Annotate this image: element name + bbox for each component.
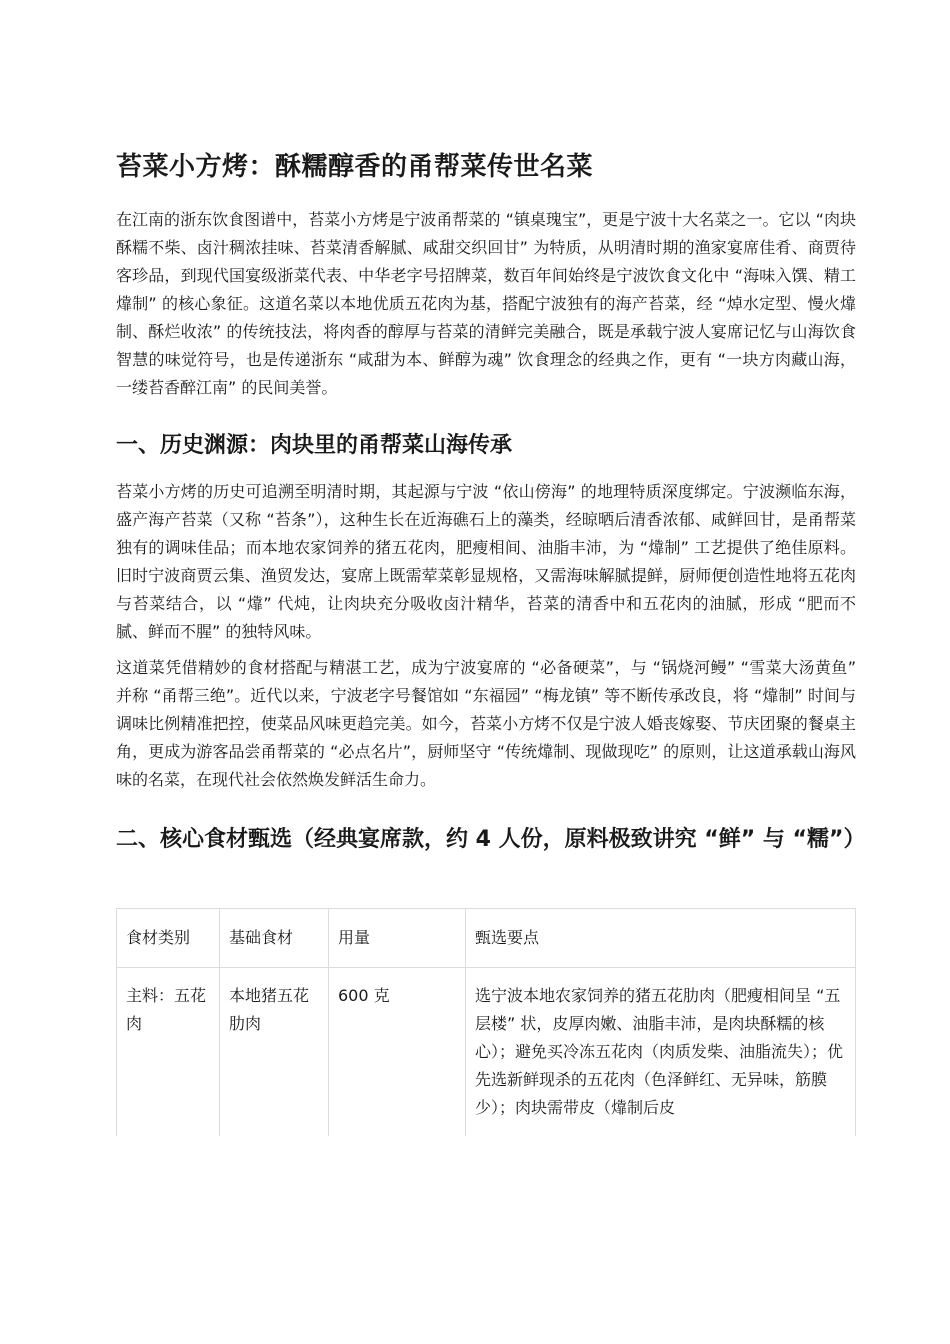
table-header-cell: 食材类别 [117, 909, 220, 968]
table-header-cell: 甄选要点 [466, 909, 856, 968]
intro-paragraph: 在江南的浙东饮食图谱中，苔菜小方烤是宁波甬帮菜的 “镇桌瑰宝”，更是宁波十大名菜之一。它以 “肉块酥糯不柴、卤汁稠浓挂味、苔菜清香解腻、咸甜交织回甘” 为特质，从明清时期的渔家宴席佳肴、商贾待客珍品，到现代国宴级浙菜代表、中华老字号招牌菜，数百年间始终是宁波饮食文化中 “海味入馔、精工㸆制” 的核心象征。这道名菜以本地优质五花肉为基，搭配宁波独有的海产苔菜，经 “焯水定型、慢火㸆制、酥烂收浓” 的传统技法，将肉香的醇厚与苔菜的清鲜完美融合，既是承载宁波人宴席记忆与山海饮食智慧的味觉符号，也是传递浙东 “咸甜为本、鲜醇为魂” 饮食理念的经典之作，更有 “一块方肉藏山海，一缕苔香醉江南” 的民间美誉。 [116, 210, 856, 397]
table-header-cell: 用量 [329, 909, 466, 968]
page-title: 苔菜小方烤：酥糯醇香的甬帮菜传世名菜 [116, 152, 594, 182]
table-header-row [117, 909, 856, 968]
ingredients-table [116, 908, 856, 1136]
table-header-cell: 基础食材 [220, 909, 329, 968]
history-paragraph-2: 这道菜凭借精妙的食材搭配与精湛工艺，成为宁波宴席的 “必备硬菜”，与 “锅烧河鳗” “雪菜大汤黄鱼” 并称 “甬帮三绝”。近代以来，宁波老字号餐馆如 “东福园” “梅龙镇” 等不断传承改良，将 “㸆制” 时间与调味比例精准把控，使菜品风味更趋完美。如今，苔菜小方烤不仅是宁波人婚丧嫁娶、节庆团聚的餐桌主角，更成为游客品尝甬帮菜的 “必点名片”，厨师坚守 “传统㸆制、现做现吃” 的原则，让这道承载山海风味的名菜，在现代社会依然焕发鲜活生命力。 [116, 658, 856, 789]
history-paragraph-1: 苔菜小方烤的历史可追溯至明清时期，其起源与宁波 “依山傍海” 的地理特质深度绑定。宁波濒临东海，盛产海产苔菜（又称 “苔条”），这种生长在近海礁石上的藻类，经晾晒后清香浓郁、咸鲜回甘，是甬帮菜独有的调味佳品；而本地农家饲养的猪五花肉，肥瘦相间、油脂丰沛，为 “㸆制” 工艺提供了绝佳原料。旧时宁波商贾云集、渔贸发达，宴席上既需荤菜彰显规格，又需海味解腻提鲜，厨师便创造性地将五花肉与苔菜结合，以 “㸆” 代炖，让肉块充分吸收卤汁精华，苔菜的清香中和五花肉的油腻，形成 “肥而不腻、鲜而不腥” 的独特风味。 [116, 482, 856, 641]
section-heading-ingredients: 二、核心食材甄选（经典宴席款，约 4 人份，原料极致讲究 “鲜” 与 “糯”） [116, 827, 866, 852]
table-cell: 600 克 [329, 968, 466, 1137]
table-row [117, 968, 856, 1137]
table-cell: 本地猪五花肋肉 [220, 968, 329, 1137]
document-page [116, 150, 866, 1136]
table-cell: 选宁波本地农家饲养的猪五花肋肉（肥瘦相间呈 “五层楼” 状，皮厚肉嫩、油脂丰沛，是肉块酥糯的核心）；避免买冷冻五花肉（肉质发柴、油脂流失）；优先选新鲜现杀的五花肉（色泽鲜红、无异味，筋膜少）；肉块需带皮（㸆制后皮 [466, 968, 856, 1137]
section-heading-history: 一、历史渊源：肉块里的甬帮菜山海传承 [116, 433, 513, 458]
table-cell: 主料：五花肉 [117, 968, 220, 1137]
